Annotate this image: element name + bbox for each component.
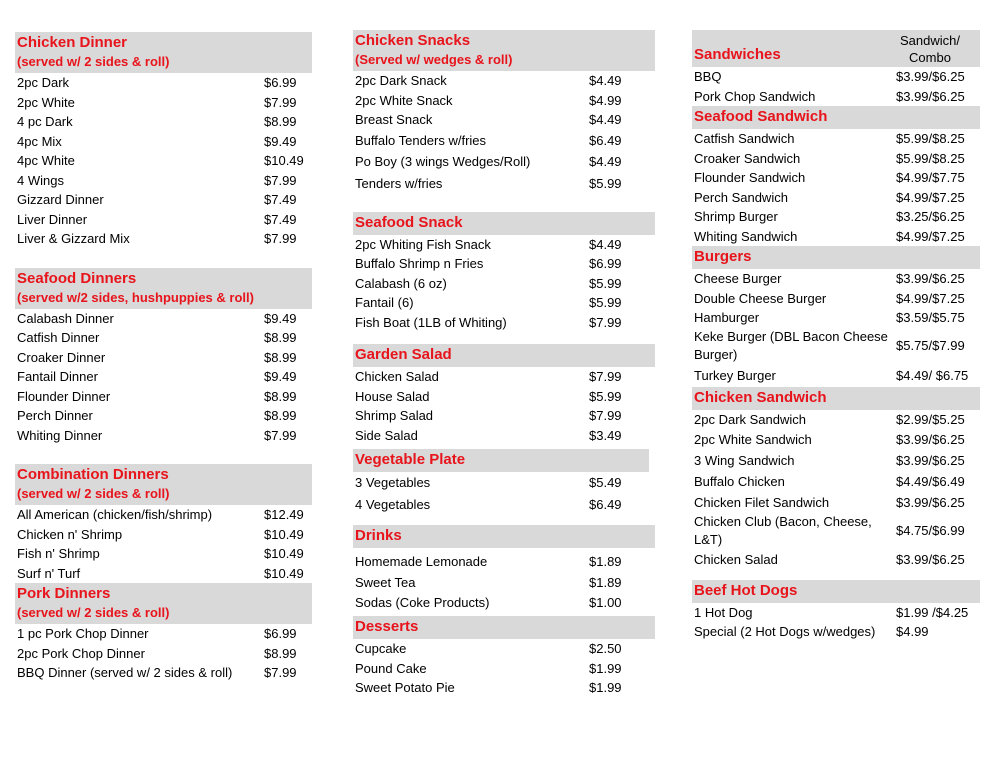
item-name: 4pc White (17, 153, 75, 168)
item-name: Chicken Club (Bacon, Cheese, L&T) (694, 513, 872, 547)
item-price: $8.99 (264, 330, 297, 345)
section-header (353, 525, 655, 548)
item-name: 2pc Dark (17, 75, 70, 90)
menu-item (692, 269, 980, 289)
item-price: $2.50 (589, 641, 622, 656)
section-header (692, 246, 980, 269)
menu-column-3 (692, 30, 980, 642)
item-price: $8.99 (264, 388, 297, 404)
section-title: Seafood Snack (355, 213, 463, 231)
item-name: 2pc Dark Snack (355, 73, 447, 88)
item-name: BBQ (694, 69, 722, 84)
section-header (353, 30, 655, 71)
section-title: Chicken Dinner (17, 34, 128, 51)
section-subtitle: (served w/ 2 sides & roll) (17, 605, 170, 620)
item-name: 1 pc Pork Chop Dinner (17, 626, 149, 641)
item-price: $9.49 (264, 133, 297, 149)
item-name: Cupcake (355, 641, 407, 656)
item-name: Croaker Dinner (17, 349, 106, 365)
menu-item (15, 544, 312, 564)
menu-item (692, 471, 980, 493)
item-name: Pork Chop Sandwich (694, 88, 816, 104)
menu-item (15, 229, 312, 249)
item-price: $8.99 (264, 645, 297, 661)
section-header (692, 30, 980, 67)
item-name: Whiting Sandwich (694, 228, 798, 244)
menu-item (15, 505, 312, 525)
section-header (692, 580, 980, 603)
item-price: $3.99/$6.25 (896, 432, 965, 447)
section-seafood-snack (353, 212, 655, 333)
item-name: Perch Dinner (17, 408, 93, 423)
section-subtitle: (served w/ 2 sides & roll) (17, 486, 170, 501)
section-sandwiches (692, 30, 980, 106)
item-price: $4.99/$7.25 (896, 228, 965, 244)
item-price: $3.99/$6.25 (896, 271, 965, 286)
item-name: 2pc White Sandwich (694, 432, 812, 447)
section-header (692, 106, 980, 129)
section-beef-hot-dogs (692, 580, 980, 642)
menu-item (15, 73, 312, 93)
menu-item (15, 406, 312, 426)
item-name: 4pc Mix (17, 133, 62, 149)
item-name: All American (chicken/fish/shrimp) (17, 507, 213, 522)
menu-item (15, 112, 312, 132)
item-name: Cheese Burger (694, 271, 782, 286)
item-name: Turkey Burger (694, 367, 776, 383)
menu-item (692, 603, 980, 623)
menu-item (692, 67, 980, 87)
menu-item (15, 328, 312, 348)
spacer (353, 332, 655, 344)
item-price: $6.49 (589, 497, 622, 512)
item-name: 2pc Whiting Fish Snack (355, 236, 491, 252)
menu-item (353, 293, 655, 313)
section-garden-salad (353, 344, 655, 445)
section-header (353, 344, 655, 367)
item-price: $7.99 (589, 369, 622, 384)
menu-item (15, 663, 312, 683)
menu-item (692, 188, 980, 208)
price-column-label: Sandwich/ Combo (900, 33, 960, 65)
menu-item (692, 227, 980, 247)
item-price: $5.99 (589, 295, 622, 310)
item-price: $4.49 (589, 153, 622, 169)
item-name: Fish Boat (1LB of Whiting) (355, 314, 507, 330)
section-vegetable-plate (353, 449, 649, 516)
item-price: $9.49 (264, 310, 297, 326)
spacer (692, 571, 980, 580)
item-name: Whiting Dinner (17, 427, 103, 443)
menu-item (353, 151, 655, 172)
menu-item (692, 168, 980, 188)
item-name: Gizzard Dinner (17, 192, 104, 207)
item-name: Sweet Potato Pie (355, 680, 455, 695)
item-name: 3 Wing Sandwich (694, 453, 795, 468)
item-name: 2pc White (17, 94, 75, 110)
item-name: 2pc Pork Chop Dinner (17, 645, 145, 661)
item-price: $7.49 (264, 192, 297, 207)
item-price: $1.89 (589, 575, 622, 590)
menu-item (692, 622, 980, 642)
item-price: $4.49 (589, 73, 622, 88)
item-name: Special (2 Hot Dogs w/wedges) (694, 624, 876, 639)
menu-item (692, 513, 980, 549)
menu-item (692, 493, 980, 513)
section-combination-dinners (15, 464, 312, 583)
section-title: Vegetable Plate (355, 451, 466, 468)
item-name: Tenders w/fries (355, 175, 443, 191)
spacer (353, 516, 655, 525)
item-price: $8.99 (264, 114, 297, 129)
menu-item (353, 494, 649, 516)
section-title: Pork Dinners (17, 585, 111, 602)
spacer (15, 249, 312, 268)
menu-item (353, 426, 655, 446)
menu-item (15, 426, 312, 446)
item-name: House Salad (355, 388, 430, 404)
section-burgers (692, 246, 980, 387)
menu-item (353, 313, 655, 333)
item-price: $5.75/$7.99 (896, 337, 965, 353)
item-price: $4.99/$7.25 (896, 189, 965, 205)
item-name: Fish n' Shrimp (17, 546, 100, 561)
item-price: $10.49 (264, 565, 304, 581)
menu-item (692, 429, 980, 450)
menu-item (353, 367, 655, 387)
item-name: 1 Hot Dog (694, 604, 753, 620)
menu-item (692, 308, 980, 328)
menu-item (353, 639, 655, 659)
item-price: $5.99/$8.25 (896, 131, 965, 146)
section-header (15, 32, 312, 73)
section-subtitle: (served w/ 2 sides & roll) (17, 54, 170, 69)
item-name: 2pc Dark Sandwich (694, 411, 806, 427)
item-name: Catfish Dinner (17, 330, 100, 345)
item-name: Fantail (6) (355, 295, 414, 310)
item-price: $4.49/$6.49 (896, 474, 965, 489)
item-price: $9.49 (264, 369, 297, 384)
item-price: $3.99/$6.25 (896, 69, 965, 84)
item-name: Buffalo Chicken (694, 474, 785, 489)
item-price: $7.99 (264, 427, 297, 443)
item-name: Buffalo Tenders w/fries (355, 132, 487, 148)
item-price: $7.99 (264, 94, 297, 110)
section-chicken-snacks (353, 30, 655, 196)
menu-item (15, 210, 312, 230)
item-name: Shrimp Burger (694, 209, 778, 224)
section-title: Beef Hot Dogs (694, 581, 798, 599)
item-name: Sodas (Coke Products) (355, 594, 490, 610)
item-price: $1.00 (589, 594, 622, 610)
section-header (15, 464, 312, 505)
item-name: Flounder Dinner (17, 388, 111, 404)
item-name: Pound Cake (355, 660, 427, 676)
item-name: BBQ Dinner (served w/ 2 sides & roll) (17, 665, 233, 680)
item-price: $5.99/$8.25 (896, 150, 965, 166)
menu-item (692, 410, 980, 430)
item-price: $4.99/$7.25 (896, 290, 965, 306)
section-chicken-dinner (15, 32, 312, 249)
section-subtitle: (served w/2 sides, hushpuppies & roll) (17, 289, 254, 305)
menu-item (15, 93, 312, 113)
item-name: Side Salad (355, 427, 418, 443)
menu-item (692, 364, 980, 387)
section-title: Sandwiches (694, 46, 781, 63)
item-price: $7.99 (264, 665, 297, 680)
item-price: $1.99 (589, 660, 622, 676)
item-price: $7.99 (589, 408, 622, 423)
menu-item (353, 551, 655, 573)
item-name: Catfish Sandwich (694, 131, 795, 146)
section-title: Seafood Dinners (17, 269, 137, 287)
menu-item (15, 348, 312, 368)
section-pork-dinners (15, 583, 312, 683)
item-name: Perch Sandwich (694, 189, 788, 205)
menu-item (353, 593, 655, 613)
section-header (353, 449, 649, 472)
menu-column-2 (353, 30, 655, 698)
item-name: Surf n' Turf (17, 565, 81, 581)
menu-item (692, 328, 980, 364)
menu-item (692, 129, 980, 149)
item-price: $12.49 (264, 507, 304, 522)
menu-item (692, 549, 980, 571)
item-price: $3.99/$6.25 (896, 551, 965, 567)
item-price: $2.99/$5.25 (896, 411, 965, 427)
item-name: Liver & Gizzard Mix (17, 231, 130, 246)
item-price: $6.99 (264, 626, 297, 641)
item-price: $4.49/ $6.75 (896, 367, 969, 383)
menu-item (692, 207, 980, 227)
section-title: Drinks (355, 527, 402, 544)
item-price: $6.99 (589, 256, 622, 271)
menu-item (15, 171, 312, 191)
item-price: $6.99 (264, 75, 297, 90)
item-name: Homemade Lemonade (355, 554, 488, 569)
menu-item (692, 289, 980, 309)
item-price: $10.49 (264, 153, 304, 168)
menu-item (353, 254, 655, 274)
item-name: Fantail Dinner (17, 369, 98, 384)
item-price: $7.99 (264, 172, 297, 188)
section-title: Combination Dinners (17, 466, 169, 483)
menu-item (15, 190, 312, 210)
menu-item (353, 110, 655, 130)
section-header (353, 616, 655, 639)
item-name: Sweet Tea (355, 575, 416, 590)
item-name: Chicken n' Shrimp (17, 526, 123, 542)
item-price: $1.99 (589, 680, 622, 695)
section-header (15, 268, 312, 309)
item-price: $3.59/$5.75 (896, 310, 965, 325)
section-title: Chicken Snacks (355, 32, 471, 49)
section-header (692, 387, 980, 410)
menu-item (353, 71, 655, 91)
section-title: Desserts (355, 618, 419, 635)
item-name: Calabash (6 oz) (355, 275, 447, 291)
spacer (353, 196, 655, 212)
item-price: $5.99 (589, 175, 622, 191)
item-price: $3.99/$6.25 (896, 88, 965, 104)
menu-item (353, 235, 655, 255)
item-name: Croaker Sandwich (694, 150, 801, 166)
item-price: $3.99/$6.25 (896, 453, 965, 468)
menu-item (353, 573, 655, 593)
item-name: Double Cheese Burger (694, 290, 827, 306)
item-price: $10.49 (264, 526, 304, 542)
item-price: $8.99 (264, 349, 297, 365)
item-price: $5.99 (589, 275, 622, 291)
menu-item (15, 367, 312, 387)
item-price: $5.99 (589, 388, 622, 404)
item-price: $7.99 (264, 231, 297, 246)
menu-item (15, 644, 312, 664)
menu-item (353, 387, 655, 407)
item-price: $3.25/$6.25 (896, 209, 965, 224)
section-chicken-sandwich (692, 387, 980, 571)
item-name: Hamburger (694, 310, 760, 325)
item-price: $4.75/$6.99 (896, 522, 965, 538)
menu-item (15, 624, 312, 644)
section-title: Garden Salad (355, 346, 452, 363)
item-price: $4.99 (896, 624, 929, 639)
item-price: $4.99 (589, 92, 622, 108)
item-price: $3.49 (589, 427, 622, 443)
item-price: $5.49 (589, 475, 622, 490)
menu-item (692, 87, 980, 107)
item-name: 4 Wings (17, 172, 64, 188)
section-desserts (353, 616, 655, 698)
item-name: Liver Dinner (17, 211, 88, 227)
item-name: Keke Burger (DBL Bacon Cheese Burger) (694, 328, 888, 362)
item-name: Chicken Salad (694, 551, 778, 567)
section-header (15, 583, 312, 624)
item-price: $4.49 (589, 112, 622, 127)
section-title: Chicken Sandwich (694, 388, 827, 406)
item-price: $10.49 (264, 546, 304, 561)
item-price: $4.49 (589, 236, 622, 252)
menu-column-1 (15, 32, 312, 683)
menu-item (353, 678, 655, 698)
menu-item (15, 132, 312, 152)
menu-item (15, 525, 312, 545)
item-name: Shrimp Salad (355, 408, 434, 423)
item-price: $8.99 (264, 408, 297, 423)
item-price: $7.49 (264, 211, 297, 227)
menu-item (15, 387, 312, 407)
item-price: $3.99/$6.25 (896, 495, 965, 510)
item-name: Po Boy (3 wings Wedges/Roll) (355, 153, 531, 169)
menu-item (353, 472, 649, 494)
item-name: Flounder Sandwich (694, 170, 806, 185)
item-name: Calabash Dinner (17, 310, 114, 326)
item-name: Breast Snack (355, 112, 433, 127)
item-name: 3 Vegetables (355, 475, 431, 490)
section-title: Burgers (694, 248, 752, 265)
item-price: $6.49 (589, 132, 622, 148)
menu-item (15, 564, 312, 584)
menu-item (353, 172, 655, 196)
item-name: 4 Vegetables (355, 497, 431, 512)
section-title: Seafood Sandwich (694, 108, 828, 125)
section-subtitle: (Served w/ wedges & roll) (355, 52, 513, 67)
section-drinks (353, 525, 655, 612)
menu-item (353, 274, 655, 294)
menu-item (15, 151, 312, 171)
menu-item (353, 659, 655, 679)
item-price: $1.89 (589, 554, 622, 569)
item-name: 2pc White Snack (355, 92, 453, 108)
section-seafood-dinners (15, 268, 312, 446)
menu-item (353, 406, 655, 426)
item-price: $7.99 (589, 314, 622, 330)
menu-item (15, 309, 312, 329)
item-name: Chicken Filet Sandwich (694, 495, 830, 510)
item-name: Chicken Salad (355, 369, 439, 384)
spacer (15, 445, 312, 464)
item-price: $1.99 /$4.25 (896, 604, 969, 620)
item-name: 4 pc Dark (17, 114, 73, 129)
menu-item (353, 130, 655, 151)
menu-item (353, 91, 655, 111)
section-seafood-sandwich (692, 106, 980, 246)
menu-item (692, 450, 980, 471)
item-name: Buffalo Shrimp n Fries (355, 256, 484, 271)
section-header (353, 212, 655, 235)
menu-item (692, 149, 980, 169)
item-price: $4.99/$7.75 (896, 170, 965, 185)
